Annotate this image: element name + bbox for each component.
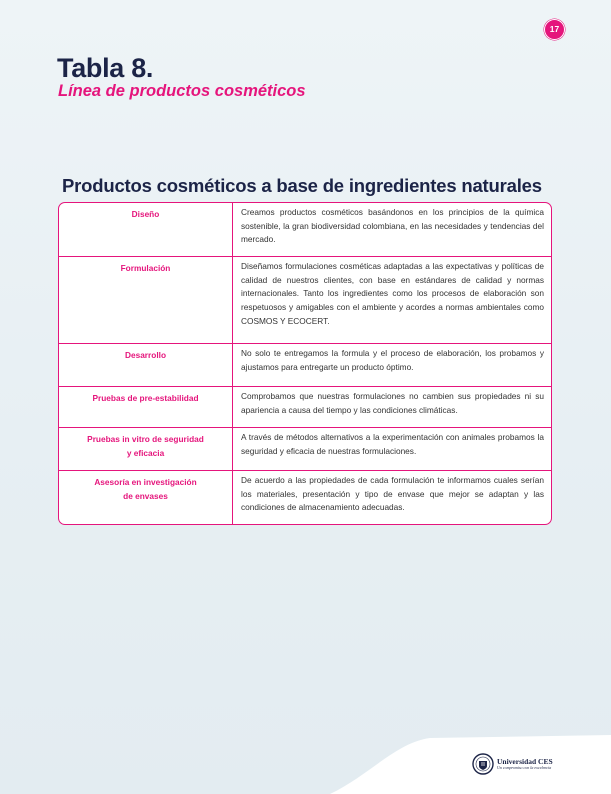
row-label-line: y eficacia xyxy=(126,448,165,458)
row-label-line: de envases xyxy=(123,491,168,501)
products-table xyxy=(58,202,552,525)
table-subtitle: Línea de productos cosméticos xyxy=(58,82,306,100)
row-label xyxy=(59,257,233,343)
table-row xyxy=(59,203,551,257)
page-number-badge: 17 xyxy=(544,19,565,40)
row-label xyxy=(59,344,233,386)
row-description: A través de métodos alternativos a la experimentación con animales probamos la seguridad y eficacia de nuestras formulaciones. xyxy=(241,432,544,456)
row-label-line: Formulación xyxy=(120,263,171,273)
university-seal-icon xyxy=(472,753,494,775)
logo-name: Universidad CES xyxy=(497,756,553,766)
table-row xyxy=(59,257,551,344)
row-label xyxy=(59,203,233,256)
row-description: De acuerdo a las propiedades de cada formulación te informamos cuales serían los materiales, presentación y tipo de envase que mejor se adaptan y las condiciones de almacenamiento adecuadas. xyxy=(241,475,544,513)
row-description: Diseñamos formulaciones cosméticas adaptadas a las expectativas y políticas de calidad de nuestros clientes, con base en estándares de calidad y normas internacionales. Tanto los ingredientes como los procesos de elaboración son respetuosos y amigables con el ambiente y acordes a normas ambientales como COSMOS Y ECOCERT. xyxy=(241,261,544,326)
row-label-line: Desarrollo xyxy=(124,350,167,360)
row-label xyxy=(59,428,233,470)
table-row xyxy=(59,471,551,524)
row-label-line: Asesoría en investigación xyxy=(94,477,197,487)
row-label-line: Pruebas in vitro de seguridad xyxy=(87,434,204,444)
table-heading: Productos cosméticos a base de ingredientes naturales xyxy=(62,175,542,196)
row-description: Comprobamos que nuestras formulaciones no cambien sus propiedades ni su apariencia a causa del tiempo y las condiciones climáticas. xyxy=(241,391,544,415)
row-description: No solo te entregamos la formula y el proceso de elaboración, los probamos y ajustamos para entregarte un producto óptimo. xyxy=(241,348,544,372)
table-row xyxy=(59,428,551,471)
row-label-line: Pruebas de pre-estabilidad xyxy=(92,393,199,403)
row-description: Creamos productos cosméticos basándonos en los principios de la química sostenible, la gran biodiversidad colombiana, en las necesidades y tendencias del mercado. xyxy=(241,207,544,245)
row-label xyxy=(59,471,233,524)
table-row xyxy=(59,344,551,387)
logo-slogan: Un compromiso con la excelencia xyxy=(497,765,552,771)
university-logo xyxy=(472,753,553,775)
table-title: Tabla 8. xyxy=(57,53,154,83)
table-row xyxy=(59,387,551,428)
row-label xyxy=(59,387,233,427)
row-label-line: Diseño xyxy=(131,209,160,219)
